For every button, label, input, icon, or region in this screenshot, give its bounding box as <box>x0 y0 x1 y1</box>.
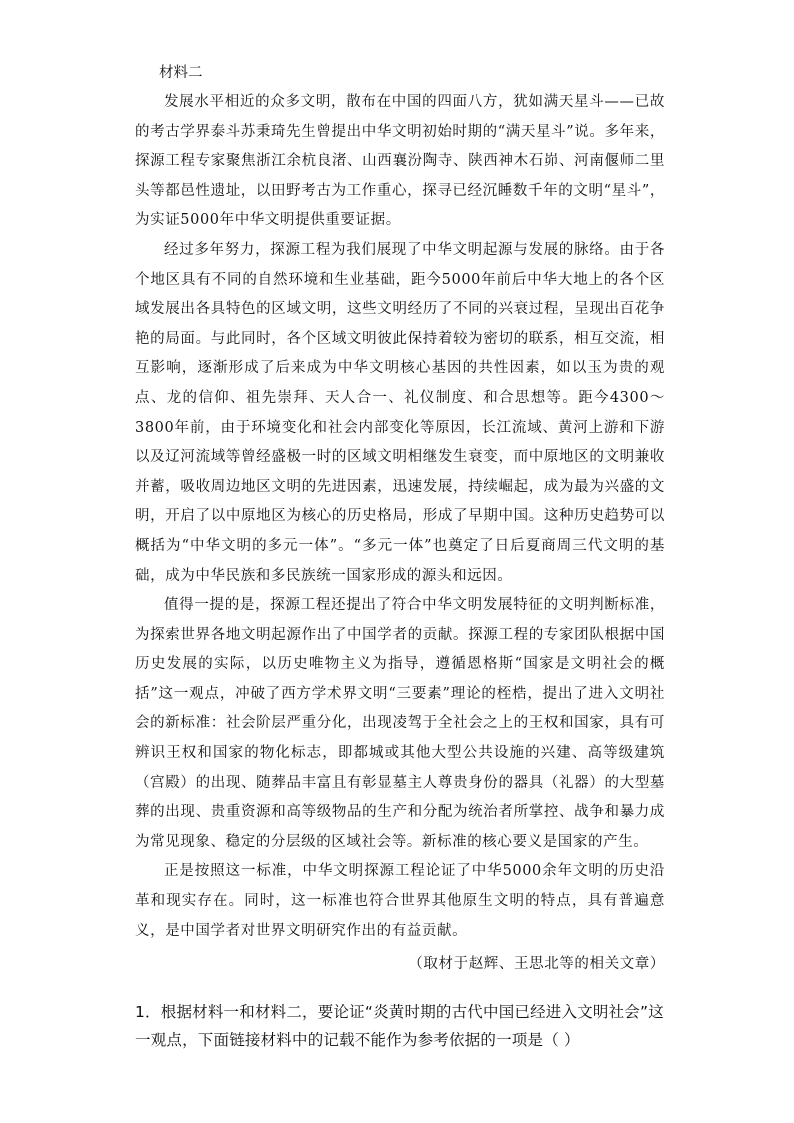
material-section <box>135 62 665 980</box>
material-heading: 材料二 <box>159 65 203 81</box>
material-source: （取材于赵辉、王思北等的相关文章） <box>408 956 665 973</box>
material-paragraph-4: 正是按照这一标准，中华文明探源工程论证了中华5000余年文明的历史沿革和现实存在。同时，这一标准也符合世界其他原生文明的特点，具有普遍意义，是中国学者对世界文明研究作出的有益贡献。 <box>135 863 665 939</box>
material-paragraph-1: 发展水平相近的众多文明，散布在中国的四面八方，犹如满天星斗——已故的考古学界泰斗苏秉琦先生曾提出中华文明初始时期的“满天星斗”说。多年来，探源工程专家聚焦浙江余杭良渚、山西襄汾陶寺、陕西神木石峁、河南偃师二里头等都邑性遗址，以田野考古为工作重心，探寻已经沉睡数千年的文明“星斗”，为实证5000年中华文明提供重要证据。 <box>135 94 665 229</box>
material-paragraph-3: 值得一提的是，探源工程还提出了符合中华文明发展特征的文明判断标准，为探索世界各地文明起源作出了中国学者的贡献。探源工程的专家团队根据中国历史发展的实际，以历史唯物主义为指导，遵循恩格斯“国家是文明社会的概括”这一观点，冲破了西方学术界文明“三要素”理论的桎梏，提出了进入文明社会的新标准：社会阶层严重分化，出现凌驾于全社会之上的王权和国家，具有可辨识王权和国家的物化标志，即都城或其他大型公共设施的兴建、高等级建筑（宫殿）的出现、随葬品丰富且有彰显墓主人尊贵身份的器具（礼器）的大型墓葬的出现、贵重资源和高等级物品的生产和分配为统治者所掌控、战争和暴力成为常见现象、稳定的分层级的区域社会等。新标准的核心要义是国家的产生。 <box>135 597 665 850</box>
question-1: 1．根据材料一和材料二，要论证“炎黄时期的古代中国已经进入文明社会”这一观点，下面链接材料中的记载不能作为参考依据的一项是（ ） <box>135 1003 664 1049</box>
material-paragraph-2: 经过多年努力，探源工程为我们展现了中华文明起源与发展的脉络。由于各个地区具有不同的自然环境和生业基础，距今5000年前后中华大地上的各个区域发展出各具特色的区域文明，这些文明经历了不同的兴衰过程，呈现出百花争艳的局面。与此同时，各个区域文明彼此保持着较为密切的联系，相互交流，相互影响，逐渐形成了后来成为中华文明核心基因的共性因素，如以玉为贵的观点、龙的信仰、祖先崇拜、天人合一、礼仪制度、和合思想等。距今4300～3800年前，由于环境变化和社会内部变化等原因，长江流域、黄河上游和下游以及辽河流域等曾经盛极一时的区域文明相继发生衰变，而中原地区的文明兼收并蓄，吸收周边地区文明的先进因素，迅速发展，持续崛起，成为最为兴盛的文明，开启了以中原地区为核心的历史格局，形成了早期中国。这种历史趋势可以概括为“中华文明的多元一体”。“多元一体”也奠定了日后夏商周三代文明的基础，成为中华民族和多民族统一国家形成的源头和远因。 <box>135 241 665 584</box>
